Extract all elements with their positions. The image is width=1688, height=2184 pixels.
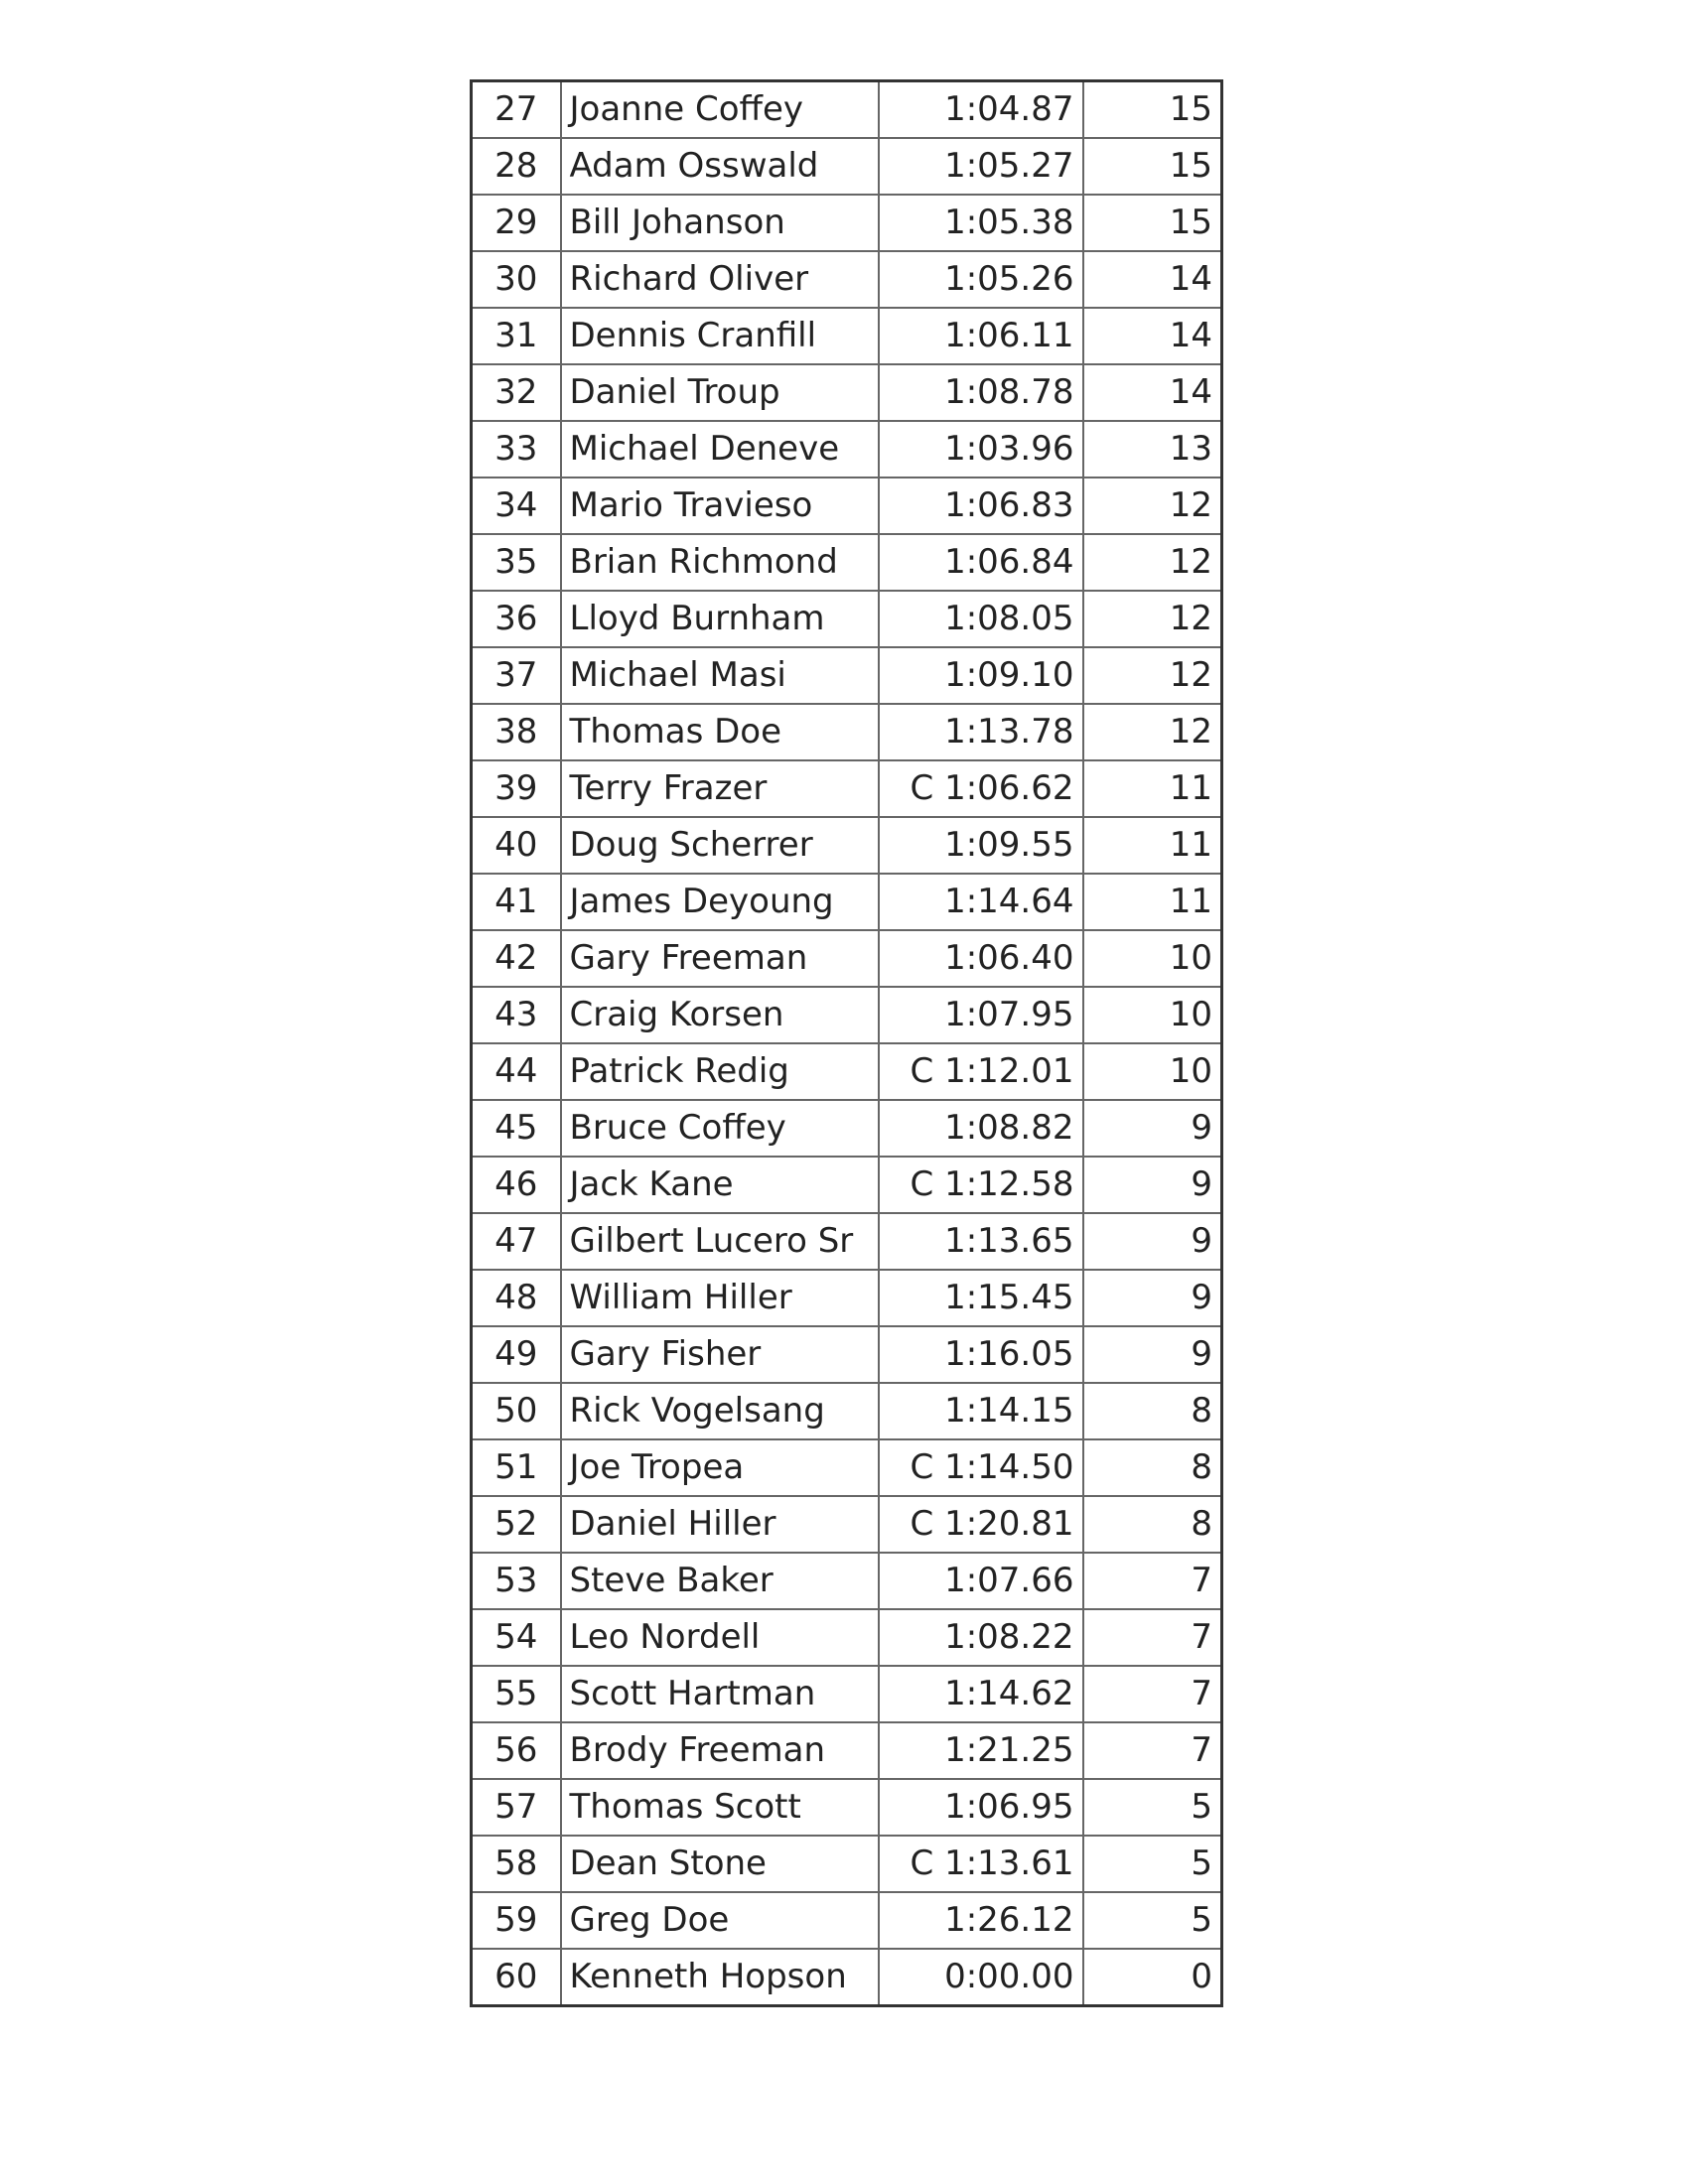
time-cell: 0:00.00	[879, 1949, 1083, 2006]
name-cell: Adam Osswald	[561, 138, 879, 195]
name-cell: Gary Fisher	[561, 1326, 879, 1383]
table-row	[472, 930, 1222, 987]
time-cell: 1:08.82	[879, 1100, 1083, 1157]
time-cell: 1:05.26	[879, 251, 1083, 308]
table-row	[472, 1213, 1222, 1270]
place-cell: 49	[472, 1326, 561, 1383]
name-cell: Steve Baker	[561, 1553, 879, 1609]
points-cell: 7	[1083, 1609, 1222, 1666]
points-cell: 15	[1083, 138, 1222, 195]
table-row	[472, 704, 1222, 760]
table-row	[472, 195, 1222, 251]
name-cell: Patrick Redig	[561, 1043, 879, 1100]
points-cell: 10	[1083, 1043, 1222, 1100]
name-cell: Mario Travieso	[561, 478, 879, 534]
place-cell: 45	[472, 1100, 561, 1157]
points-cell: 7	[1083, 1553, 1222, 1609]
time-cell: C 1:12.58	[879, 1157, 1083, 1213]
points-cell: 12	[1083, 591, 1222, 647]
table-row	[472, 1779, 1222, 1836]
points-cell: 5	[1083, 1836, 1222, 1892]
table-row	[472, 1666, 1222, 1722]
place-cell: 53	[472, 1553, 561, 1609]
time-cell: 1:08.78	[879, 364, 1083, 421]
place-cell: 51	[472, 1439, 561, 1496]
table-row	[472, 364, 1222, 421]
time-cell: 1:06.95	[879, 1779, 1083, 1836]
place-cell: 58	[472, 1836, 561, 1892]
points-cell: 8	[1083, 1439, 1222, 1496]
table-row	[472, 1722, 1222, 1779]
results-table	[470, 79, 1223, 2007]
place-cell: 44	[472, 1043, 561, 1100]
table-row	[472, 308, 1222, 364]
name-cell: Joanne Coffey	[561, 81, 879, 139]
points-cell: 11	[1083, 760, 1222, 817]
place-cell: 56	[472, 1722, 561, 1779]
points-cell: 7	[1083, 1666, 1222, 1722]
time-cell: C 1:20.81	[879, 1496, 1083, 1553]
place-cell: 31	[472, 308, 561, 364]
name-cell: Daniel Hiller	[561, 1496, 879, 1553]
time-cell: 1:07.95	[879, 987, 1083, 1043]
place-cell: 41	[472, 874, 561, 930]
points-cell: 9	[1083, 1213, 1222, 1270]
points-cell: 9	[1083, 1326, 1222, 1383]
points-cell: 5	[1083, 1892, 1222, 1949]
name-cell: Doug Scherrer	[561, 817, 879, 874]
points-cell: 10	[1083, 930, 1222, 987]
points-cell: 12	[1083, 534, 1222, 591]
name-cell: Bill Johanson	[561, 195, 879, 251]
name-cell: Greg Doe	[561, 1892, 879, 1949]
name-cell: Richard Oliver	[561, 251, 879, 308]
points-cell: 0	[1083, 1949, 1222, 2006]
place-cell: 36	[472, 591, 561, 647]
table-row	[472, 874, 1222, 930]
table-row	[472, 138, 1222, 195]
name-cell: James Deyoung	[561, 874, 879, 930]
place-cell: 30	[472, 251, 561, 308]
results-body	[472, 81, 1222, 2006]
points-cell: 9	[1083, 1270, 1222, 1326]
time-cell: 1:14.64	[879, 874, 1083, 930]
place-cell: 40	[472, 817, 561, 874]
place-cell: 39	[472, 760, 561, 817]
place-cell: 42	[472, 930, 561, 987]
table-row	[472, 1949, 1222, 2006]
table-row	[472, 987, 1222, 1043]
table-row	[472, 1100, 1222, 1157]
name-cell: Daniel Troup	[561, 364, 879, 421]
points-cell: 11	[1083, 817, 1222, 874]
time-cell: 1:06.40	[879, 930, 1083, 987]
time-cell: 1:21.25	[879, 1722, 1083, 1779]
points-cell: 5	[1083, 1779, 1222, 1836]
points-cell: 9	[1083, 1157, 1222, 1213]
points-cell: 14	[1083, 251, 1222, 308]
time-cell: 1:14.15	[879, 1383, 1083, 1439]
time-cell: 1:09.10	[879, 647, 1083, 704]
table-row	[472, 1836, 1222, 1892]
points-cell: 12	[1083, 704, 1222, 760]
table-row	[472, 817, 1222, 874]
place-cell: 59	[472, 1892, 561, 1949]
place-cell: 38	[472, 704, 561, 760]
time-cell: 1:06.83	[879, 478, 1083, 534]
name-cell: Dennis Cranfill	[561, 308, 879, 364]
time-cell: 1:15.45	[879, 1270, 1083, 1326]
table-row	[472, 421, 1222, 478]
place-cell: 34	[472, 478, 561, 534]
name-cell: Kenneth Hopson	[561, 1949, 879, 2006]
time-cell: C 1:14.50	[879, 1439, 1083, 1496]
place-cell: 50	[472, 1383, 561, 1439]
points-cell: 10	[1083, 987, 1222, 1043]
place-cell: 28	[472, 138, 561, 195]
name-cell: Bruce Coffey	[561, 1100, 879, 1157]
time-cell: 1:26.12	[879, 1892, 1083, 1949]
points-cell: 15	[1083, 195, 1222, 251]
table-row	[472, 1043, 1222, 1100]
time-cell: 1:05.27	[879, 138, 1083, 195]
table-row	[472, 251, 1222, 308]
name-cell: Gary Freeman	[561, 930, 879, 987]
name-cell: Dean Stone	[561, 1836, 879, 1892]
points-cell: 7	[1083, 1722, 1222, 1779]
place-cell: 27	[472, 81, 561, 139]
place-cell: 54	[472, 1609, 561, 1666]
time-cell: 1:07.66	[879, 1553, 1083, 1609]
table-row	[472, 1496, 1222, 1553]
place-cell: 35	[472, 534, 561, 591]
table-row	[472, 1439, 1222, 1496]
name-cell: Thomas Scott	[561, 1779, 879, 1836]
place-cell: 60	[472, 1949, 561, 2006]
time-cell: 1:13.65	[879, 1213, 1083, 1270]
place-cell: 32	[472, 364, 561, 421]
time-cell: 1:05.38	[879, 195, 1083, 251]
name-cell: Leo Nordell	[561, 1609, 879, 1666]
name-cell: Jack Kane	[561, 1157, 879, 1213]
table-row	[472, 1157, 1222, 1213]
place-cell: 33	[472, 421, 561, 478]
time-cell: 1:14.62	[879, 1666, 1083, 1722]
table-row	[472, 1270, 1222, 1326]
points-cell: 11	[1083, 874, 1222, 930]
place-cell: 43	[472, 987, 561, 1043]
table-row	[472, 534, 1222, 591]
place-cell: 47	[472, 1213, 561, 1270]
name-cell: Thomas Doe	[561, 704, 879, 760]
name-cell: Michael Masi	[561, 647, 879, 704]
time-cell: 1:08.22	[879, 1609, 1083, 1666]
name-cell: Michael Deneve	[561, 421, 879, 478]
points-cell: 12	[1083, 647, 1222, 704]
table-row	[472, 1892, 1222, 1949]
table-row	[472, 647, 1222, 704]
table-row	[472, 81, 1222, 139]
name-cell: Scott Hartman	[561, 1666, 879, 1722]
table-row	[472, 1553, 1222, 1609]
table-row	[472, 1383, 1222, 1439]
place-cell: 55	[472, 1666, 561, 1722]
points-cell: 9	[1083, 1100, 1222, 1157]
points-cell: 15	[1083, 81, 1222, 139]
name-cell: Brody Freeman	[561, 1722, 879, 1779]
name-cell: William Hiller	[561, 1270, 879, 1326]
name-cell: Brian Richmond	[561, 534, 879, 591]
place-cell: 57	[472, 1779, 561, 1836]
place-cell: 48	[472, 1270, 561, 1326]
name-cell: Gilbert Lucero Sr	[561, 1213, 879, 1270]
name-cell: Craig Korsen	[561, 987, 879, 1043]
time-cell: C 1:06.62	[879, 760, 1083, 817]
table-row	[472, 478, 1222, 534]
time-cell: 1:16.05	[879, 1326, 1083, 1383]
time-cell: C 1:12.01	[879, 1043, 1083, 1100]
points-cell: 12	[1083, 478, 1222, 534]
name-cell: Rick Vogelsang	[561, 1383, 879, 1439]
table-row	[472, 591, 1222, 647]
place-cell: 29	[472, 195, 561, 251]
name-cell: Lloyd Burnham	[561, 591, 879, 647]
table-row	[472, 1609, 1222, 1666]
table-row	[472, 760, 1222, 817]
place-cell: 46	[472, 1157, 561, 1213]
time-cell: 1:04.87	[879, 81, 1083, 139]
place-cell: 52	[472, 1496, 561, 1553]
time-cell: 1:09.55	[879, 817, 1083, 874]
time-cell: 1:06.11	[879, 308, 1083, 364]
time-cell: 1:03.96	[879, 421, 1083, 478]
place-cell: 37	[472, 647, 561, 704]
points-cell: 8	[1083, 1383, 1222, 1439]
table-row	[472, 1326, 1222, 1383]
name-cell: Terry Frazer	[561, 760, 879, 817]
time-cell: 1:08.05	[879, 591, 1083, 647]
points-cell: 13	[1083, 421, 1222, 478]
time-cell: 1:13.78	[879, 704, 1083, 760]
time-cell: C 1:13.61	[879, 1836, 1083, 1892]
points-cell: 8	[1083, 1496, 1222, 1553]
time-cell: 1:06.84	[879, 534, 1083, 591]
name-cell: Joe Tropea	[561, 1439, 879, 1496]
points-cell: 14	[1083, 308, 1222, 364]
points-cell: 14	[1083, 364, 1222, 421]
